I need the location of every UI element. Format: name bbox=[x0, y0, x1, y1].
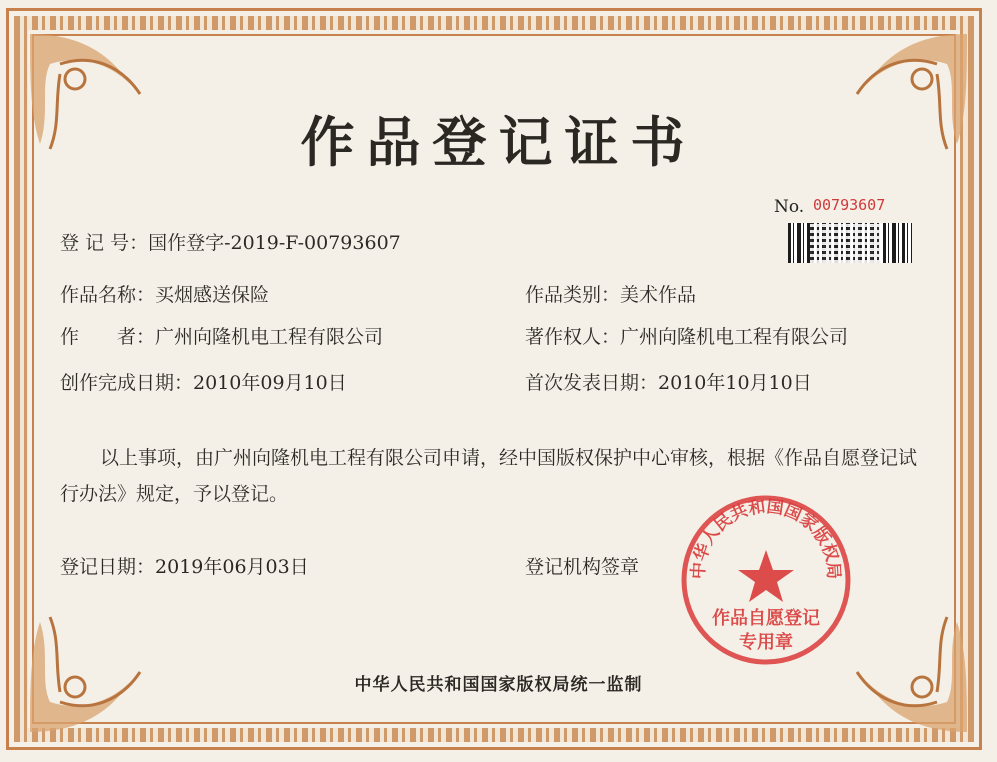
registration-number-value: 国作登字-2019-F-00793607 bbox=[148, 232, 401, 254]
registration-statement: 以上事项，由广州向隆机电工程有限公司申请，经中国版权保护中心审核，根据《作品自愿登记试行办法》规定，予以登记。 bbox=[60, 447, 918, 505]
copyright-owner-value: 广州向隆机电工程有限公司 bbox=[620, 326, 849, 348]
copyright-owner-label: 著作权人： bbox=[525, 326, 621, 348]
certificate-title: 作品登记证书 bbox=[300, 110, 697, 174]
official-seal bbox=[678, 492, 854, 668]
seal-line-2: 专用章 bbox=[739, 632, 793, 653]
registration-date-value: 2019年06月03日 bbox=[155, 556, 309, 578]
work-name-row bbox=[60, 280, 269, 307]
publication-date-label: 首次发表日期： bbox=[525, 372, 659, 394]
author-label-char: 作 bbox=[60, 326, 80, 348]
serial-number-label: No. bbox=[774, 197, 805, 217]
registration-number-row bbox=[60, 228, 401, 255]
author-value: 广州向隆机电工程有限公司 bbox=[155, 326, 384, 348]
publication-date-row bbox=[525, 368, 812, 395]
serial-number-value: 00793607 bbox=[813, 196, 886, 214]
author-label bbox=[60, 322, 155, 349]
author-label-tail: 者： bbox=[117, 326, 156, 348]
work-category-label: 作品类别： bbox=[525, 284, 621, 306]
copyright-owner-row bbox=[525, 322, 848, 349]
seal-line-1: 作品自愿登记 bbox=[712, 608, 820, 629]
star-icon bbox=[738, 550, 794, 602]
work-name-value: 买烟感送保险 bbox=[155, 284, 270, 306]
author-row bbox=[60, 322, 383, 349]
publication-date-value: 2010年10月10日 bbox=[658, 372, 812, 394]
creation-date-value: 2010年09月10日 bbox=[193, 372, 347, 394]
seal-ring-text: 中华人民共和国国家版权局 bbox=[688, 496, 844, 580]
work-name-label: 作品名称： bbox=[60, 284, 156, 306]
qr-code-icon bbox=[810, 223, 880, 263]
registration-date-label: 登记日期： bbox=[60, 556, 156, 578]
registration-number-label: 登 记 号： bbox=[60, 232, 149, 254]
creation-date-row bbox=[60, 368, 347, 395]
work-category-value: 美术作品 bbox=[620, 284, 697, 306]
footer-issuer: 中华人民共和国国家版权局统一监制 bbox=[354, 675, 643, 695]
authority-seal-label: 登记机构签章 bbox=[525, 556, 640, 578]
creation-date-label: 创作完成日期： bbox=[60, 372, 194, 394]
work-category-row bbox=[525, 280, 696, 307]
registration-date-row bbox=[60, 552, 309, 579]
